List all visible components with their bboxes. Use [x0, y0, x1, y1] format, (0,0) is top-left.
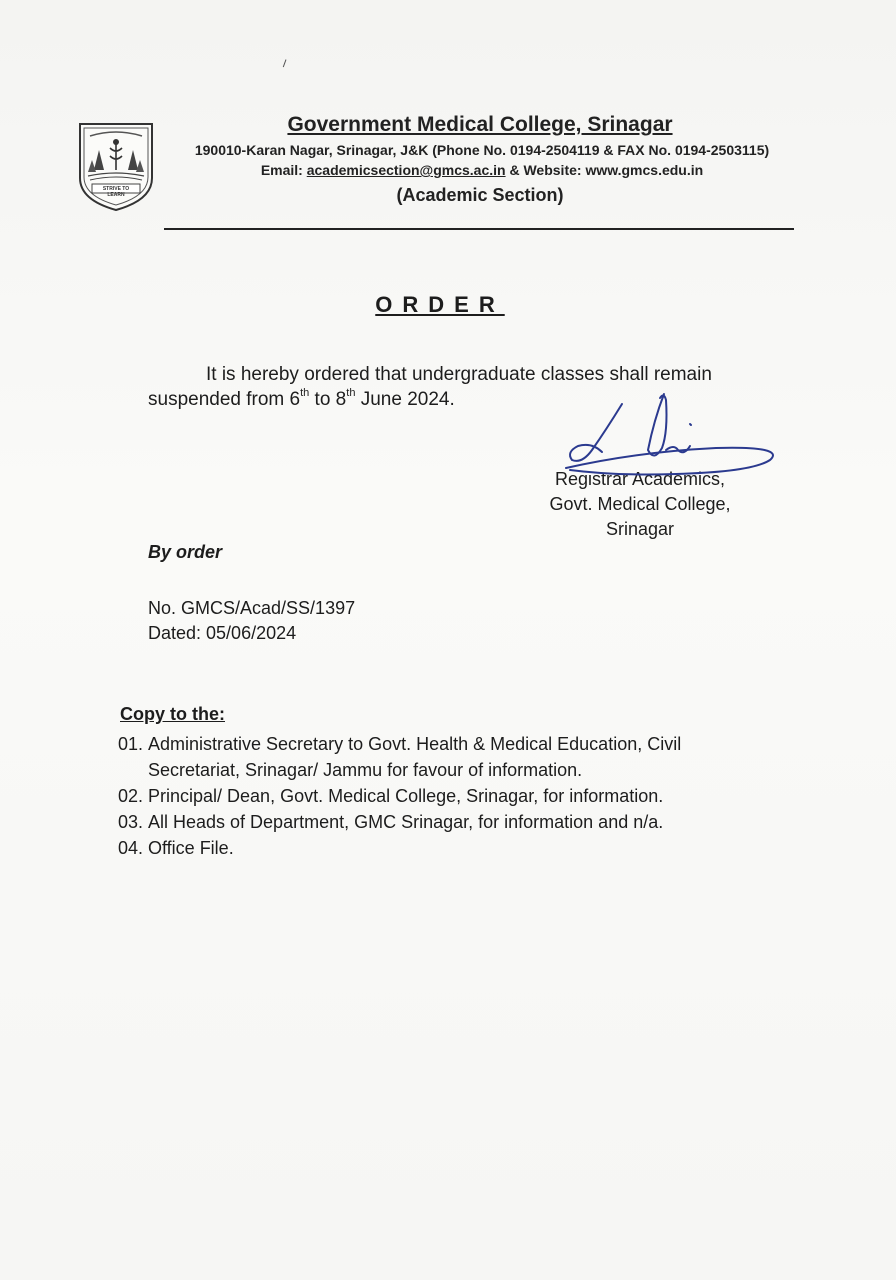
list-item-number: 01.: [118, 734, 144, 754]
website-label: & Website:: [505, 162, 586, 178]
copy-to-heading: Copy to the:: [120, 704, 225, 724]
signatory-org: Govt. Medical College,: [549, 494, 731, 514]
institution-address: 190010-Karan Nagar, Srinagar, J&K (Phone No. 0194-2504119 & FAX No. 0194-2503115): [194, 142, 770, 158]
section-name: (Academic Section): [396, 185, 564, 205]
handwritten-signature: [556, 390, 786, 490]
website-link[interactable]: www.gmcs.edu.in: [585, 162, 704, 178]
signatory-title: Registrar Academics,: [554, 469, 726, 489]
email-link[interactable]: academicsection@gmcs.ac.in: [306, 162, 506, 178]
college-emblem-icon: [76, 120, 156, 212]
list-item-text: Administrative Secretary to Govt. Health & Medical Education, Civil Secretariat, Srinagar/ Jammu for favour of information.: [148, 734, 682, 780]
list-item-number: 04.: [118, 838, 144, 858]
reference-block: [148, 596, 355, 646]
order-title: ORDER: [375, 292, 505, 317]
copy-to-list: [118, 731, 778, 861]
institution-title: Government Medical College, Srinagar: [287, 113, 673, 136]
by-order-label: By order: [148, 542, 223, 562]
contact-line: [162, 162, 802, 178]
emblem-motto: STRIVE TO LEARN: [102, 186, 130, 198]
reference-date: Dated: 05/06/2024: [148, 623, 297, 643]
list-item-number: 02.: [118, 786, 144, 806]
order-text-3: June 2024.: [355, 389, 455, 410]
list-item: [118, 809, 778, 835]
scan-speck: [283, 59, 290, 68]
list-item-text: Office File.: [148, 838, 234, 858]
reference-number: No. GMCS/Acad/SS/1397: [148, 598, 356, 618]
header-divider: [164, 228, 794, 230]
order-text-2: to 8: [309, 389, 347, 410]
list-item: [118, 731, 778, 783]
list-item: [118, 783, 778, 809]
list-item-number: 03.: [118, 812, 144, 832]
order-text-1: It is hereby ordered that undergraduate classes shall remain suspended from 6: [148, 364, 712, 410]
list-item-text: All Heads of Department, GMC Srinagar, for information and n/a.: [148, 812, 664, 832]
order-sup-1: th: [300, 386, 310, 399]
list-item-text: Principal/ Dean, Govt. Medical College, Srinagar, for information.: [148, 786, 664, 806]
email-label: Email:: [260, 162, 307, 178]
list-item: [118, 835, 778, 861]
order-sup-2: th: [346, 386, 356, 399]
signatory-city: Srinagar: [605, 519, 675, 539]
